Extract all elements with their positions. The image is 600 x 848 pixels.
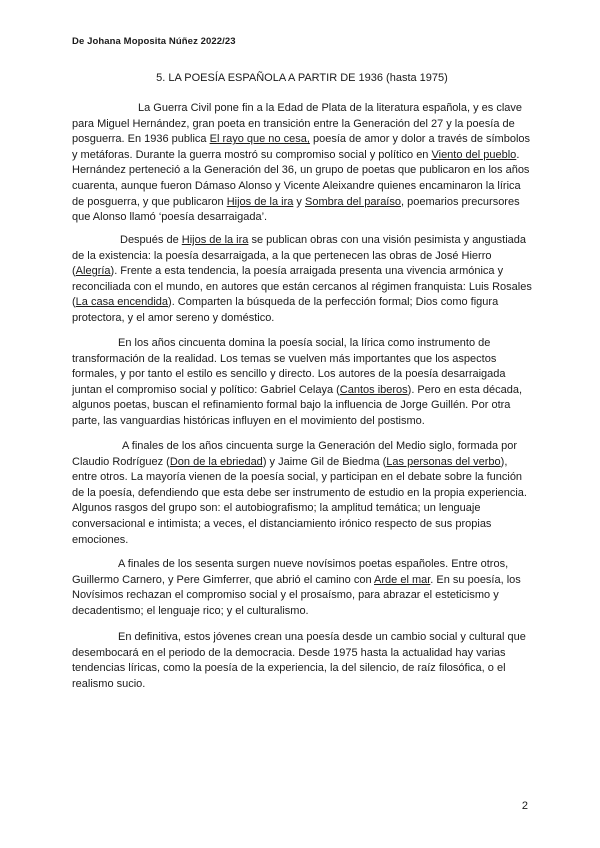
paragraph-4	[72, 439, 532, 548]
paragraph-text: En los años cincuenta domina la poesía social, la lírica como instrumento de transformación de la realidad. Los temas se vuelven más importantes que los aspectos formales, y por tanto el estilo es sencillo y directo. Los autores de la poesía desarraigada juntan el compromiso social y político: Gabriel Celaya (	[72, 337, 506, 396]
paragraph-text: ). Comparten la búsqueda de la perfección formal; Dios como figura protectora, y el amor sereno y doméstico.	[72, 296, 499, 324]
paragraph-text: A finales de los sesenta surgen nueve novísimos poetas españoles. Entre otros, Guillermo Carnero, y Pere Gimferrer, que abrió el camino con	[72, 558, 509, 586]
underlined-title: Hijos de la ira	[181, 234, 249, 246]
paragraph-text: ), entre otros. La mayoría vienen de la poesía social, y participan en el debate sobre la función de la poesía, defendiendo que esta debe ser instrumento de estudio en la propia experiencia. Algunos rasgos del grupo son: el autobiografismo; la amplitud temática; un lenguaje conversacional e intimista; a veces, el distanciamiento irónico respecto de sus propias emociones.	[72, 455, 527, 546]
paragraph-text: . Hernández perteneció a la Generación del 36, un grupo de poetas que publicaron en los años cuarenta, aunque fueron Dámaso Alonso y Vicente Aleixandre quienes encaminaron la lírica de posguerra, y que publicaron	[72, 148, 530, 208]
paragraph-text: se publican obras con una visión pesimista y angustiada de la existencia: la poesía desarraigada, a la que pertenecen las obras de José Hierro (	[72, 234, 527, 278]
underlined-title: El rayo que no cesa,	[209, 133, 310, 146]
paragraph-5	[72, 557, 532, 619]
paragraph-3	[72, 336, 532, 430]
paragraph-text: A finales de los años cincuenta surge la Generación del Medio siglo, formada por Claudio Rodríguez (	[72, 440, 518, 468]
paragraph-6	[72, 630, 532, 692]
underlined-title: Arde el mar	[374, 573, 431, 586]
page-number: 2	[521, 800, 528, 812]
paragraph-text: y	[293, 195, 305, 208]
paragraph-text: ). Pero en esta década, algunos poetas, buscan el refinamiento formal bajo la influencia de Jorge Guillén. Por otra parte, las vanguardias históricas influyen en el movimiento del postismo.	[72, 383, 523, 427]
paragraph-text: . En su poesía, los Novísimos rechazan el compromiso social y el prosaísmo, para abrazar el esteticismo y decadentismo; el lenguaje rico; y el culturalismo.	[72, 573, 521, 617]
paragraph-2	[72, 233, 532, 327]
underlined-title: Hijos de la ira	[226, 195, 294, 208]
underlined-title: La casa encendida	[75, 296, 169, 309]
paragraph-text: , poemarios precursores que Alonso llamó ‘poesía desarraigada’.	[72, 195, 520, 224]
paragraph-text: En definitiva, estos jóvenes crean una poesía desde un cambio social y cultural que desembocará en el periodo de la democracia. Desde 1975 hasta la actualidad hay varias tendencias líricas, como la poesía de la experiencia, la del silencio, de raíz filosófica, o el realismo sucio.	[72, 631, 526, 690]
paragraph-text: poesía de amor y dolor a través de símbolos y metáforas. Durante la guerra mostró su compromiso social y político en	[72, 133, 531, 161]
paragraph-text: Después de	[120, 234, 182, 246]
underlined-title: Alegría	[75, 265, 111, 278]
section-title: 5. LA POESÍA ESPAÑOLA A PARTIR DE 1936 (hasta 1975)	[156, 72, 448, 84]
paragraph-text: ). Frente a esta tendencia, la poesía arraigada presenta una vivencia armónica y reconciliada con el mundo, en autores que están cercanos al régimen franquista: Luis Rosales (	[72, 265, 532, 309]
paragraph-text: ) y Jaime Gil de Biedma (	[262, 455, 387, 468]
author-header: De Johana Moposita Núñez 2022/23	[72, 36, 236, 47]
underlined-title: Don de la ebriedad	[169, 455, 263, 468]
paragraph-text: La Guerra Civil pone fin a la Edad de Plata de la literatura española, y es clave para Miguel Hernández, gran poeta en transición entre la Generación del 27 y la poesía de posguerra. En 1936 publica	[72, 102, 523, 146]
underlined-title: Viento del pueblo	[431, 148, 517, 161]
paragraph-1	[72, 101, 532, 226]
underlined-title: Sombra del paraíso	[304, 195, 401, 208]
underlined-title: Las personas del verbo	[386, 455, 501, 468]
underlined-title: Cantos iberos	[339, 383, 408, 396]
